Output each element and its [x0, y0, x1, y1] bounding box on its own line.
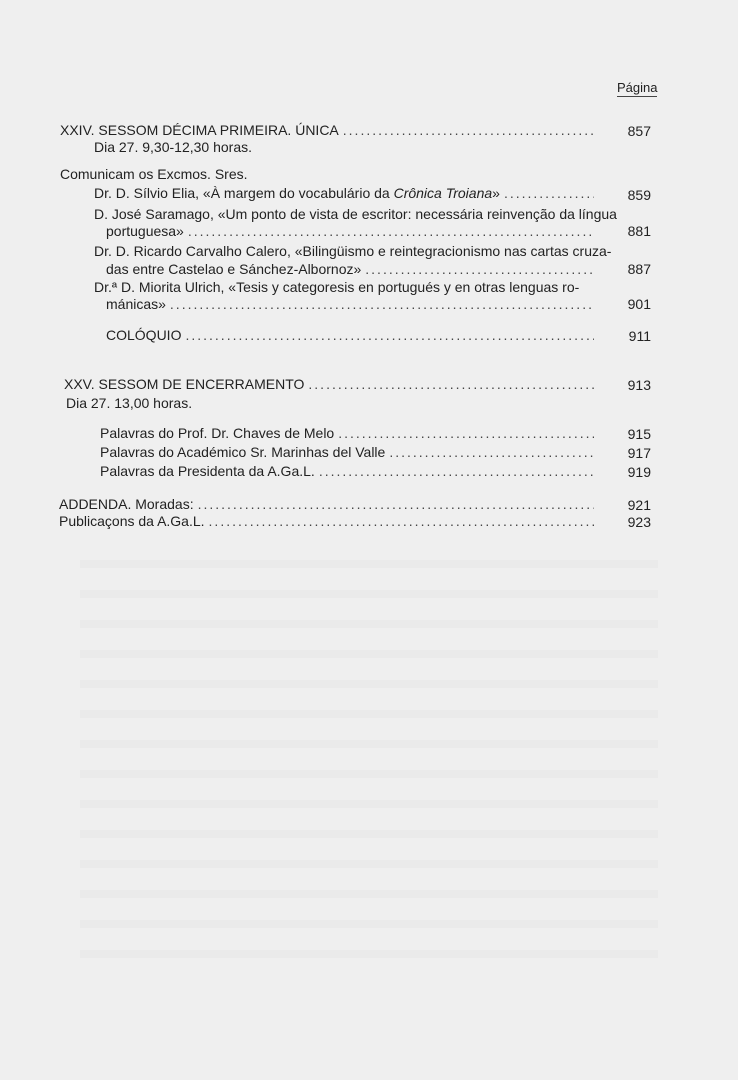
entry-text: Palavras do Académico Sr. Marinhas del Valle	[100, 444, 386, 460]
entry-text: COLÓQUIO	[106, 327, 182, 343]
bleed-through-line	[80, 650, 658, 658]
bleed-through-line	[80, 890, 658, 898]
entry-text-line1: Dr.ª D. Miorita Ulrich, «Tesis y categoresis en portugués y en otras lenguas ro-	[94, 279, 580, 295]
toc-entry-publicacons	[59, 513, 600, 530]
entry-text-line1: Dr. D. Ricardo Carvalho Calero, «Bilingüismo e reintegracionismo nas cartas cruza-	[94, 243, 612, 259]
leader-dots	[504, 185, 594, 202]
page-number: 923	[627, 514, 651, 530]
entry-text-line2: portuguesa»	[106, 223, 184, 239]
page-number: 901	[627, 296, 651, 312]
intro-text: Comunicam os Excmos. Sres.	[60, 166, 248, 182]
page-number: 911	[628, 328, 651, 344]
toc-entry-marinhas-del-valle	[100, 444, 600, 461]
page-number: 887	[627, 261, 651, 277]
entry-text: Dr. D. Sílvio Elia, «À margem do vocabulário da Crônica Troiana»	[94, 185, 500, 201]
bleed-through-line	[80, 800, 658, 808]
entry-text: ADDENDA. Moradas:	[59, 496, 194, 512]
bleed-through-line	[80, 590, 658, 598]
bleed-through-line	[80, 680, 658, 688]
entry-text: Publicaçons da A.Ga.L.	[59, 513, 205, 529]
toc-entry-carvalho-calero	[106, 261, 600, 278]
leader-dots	[343, 122, 594, 139]
section-title: XXIV. SESSOM DÉCIMA PRIMEIRA. ÚNICA	[60, 122, 339, 138]
toc-entry-ulrich	[106, 296, 600, 313]
bleed-through-line	[80, 920, 658, 928]
toc-entry-xxv	[64, 376, 600, 393]
leader-dots	[319, 463, 594, 480]
toc-entry-coloquio	[106, 327, 600, 344]
leader-dots	[338, 425, 594, 442]
bleed-through-line	[80, 710, 658, 718]
bleed-through-line	[80, 950, 658, 958]
leader-dots	[185, 327, 594, 344]
leader-dots	[389, 444, 594, 461]
page-number: 919	[627, 464, 651, 480]
session-date: Dia 27. 13,00 horas.	[66, 395, 193, 411]
section-title: XXV. SESSOM DE ENCERRAMENTO	[64, 376, 305, 392]
toc-entry-elia	[94, 185, 600, 202]
leader-dots	[170, 296, 594, 313]
leader-dots	[188, 223, 594, 240]
bleed-through-line	[80, 560, 658, 568]
page-number: 921	[627, 497, 651, 513]
leader-dots	[209, 513, 594, 530]
toc-entry-xxiv	[60, 122, 600, 139]
page-number: 915	[627, 426, 651, 442]
entry-text: Palavras da Presidenta da A.Ga.L.	[100, 463, 315, 479]
bleed-through-line	[80, 770, 658, 778]
bleed-through-line	[80, 620, 658, 628]
leader-dots	[365, 261, 594, 278]
session-date: Dia 27. 9,30-12,30 horas.	[94, 139, 252, 155]
entry-text-line2: mánicas»	[106, 296, 166, 312]
page-number: 881	[627, 223, 651, 239]
toc-entry-saramago	[106, 223, 600, 240]
entry-text: Palavras do Prof. Dr. Chaves de Melo	[100, 425, 335, 441]
bleed-through-line	[80, 740, 658, 748]
page-column-header: Página	[617, 80, 658, 95]
leader-dots	[198, 496, 594, 513]
toc-entry-chaves-de-melo	[100, 425, 600, 442]
bleed-through-line	[80, 860, 658, 868]
page-number: 859	[627, 187, 651, 203]
page-number: 917	[627, 445, 651, 461]
toc-entry-presidenta	[100, 463, 600, 480]
entry-text-line1: D. José Saramago, «Um ponto de vista de escritor: necessária reinvenção da língua	[94, 206, 617, 222]
toc-entry-addenda	[59, 496, 600, 513]
page-number: 857	[627, 123, 651, 139]
page-number: 913	[627, 377, 651, 393]
bleed-through-line	[80, 830, 658, 838]
entry-text-line2: das entre Castelao e Sánchez-Albornoz»	[106, 261, 362, 277]
leader-dots	[308, 376, 594, 393]
